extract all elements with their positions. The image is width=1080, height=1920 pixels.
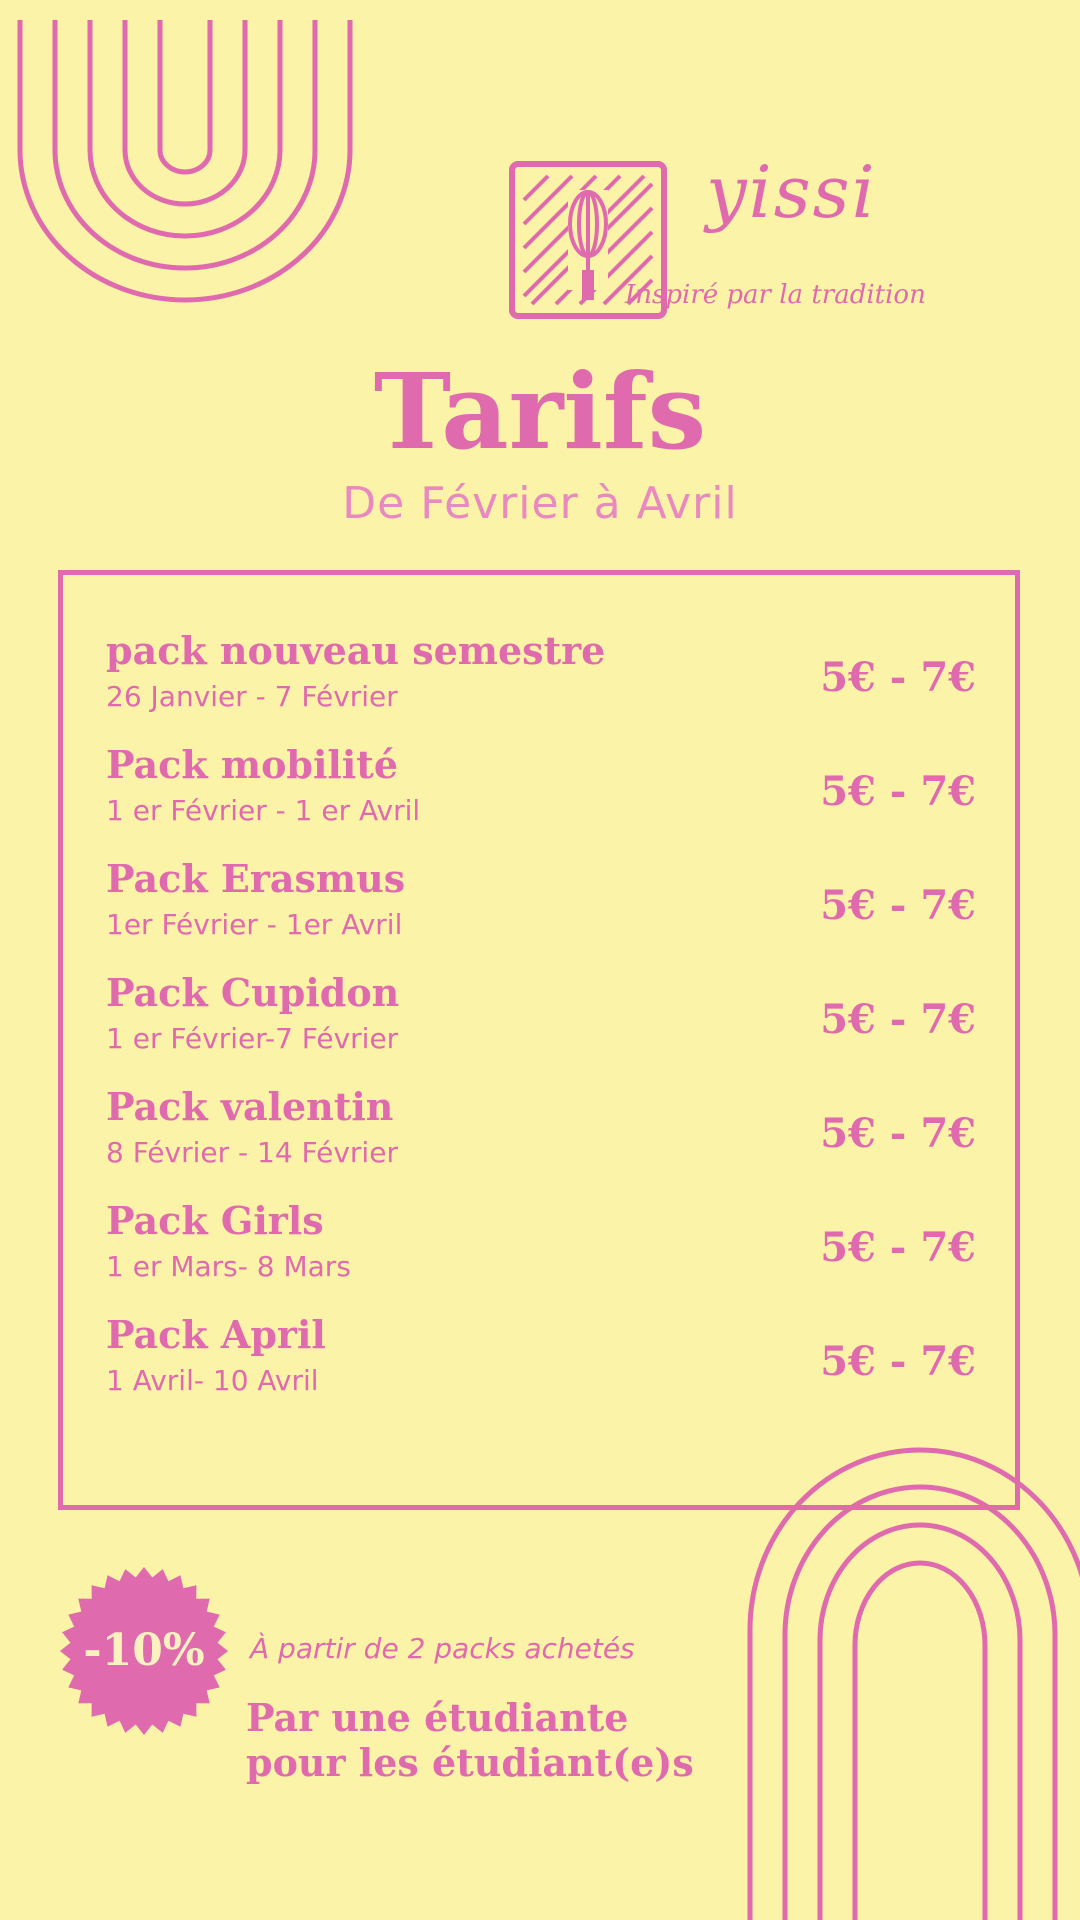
discount-note: À partir de 2 packs achetés [250, 1632, 635, 1665]
pack-name: pack nouveau semestre [106, 628, 606, 673]
pack-dates: 26 Janvier - 7 Février [106, 680, 398, 713]
brand-name: yissi [706, 150, 877, 234]
pack-row [106, 628, 976, 742]
pack-row [106, 1312, 976, 1426]
footer-line-2: pour les étudiant(e)s [246, 1740, 694, 1785]
pack-row [106, 742, 976, 856]
pack-dates: 8 Février - 14 Février [106, 1136, 398, 1169]
pack-price: 5€ - 7€ [820, 996, 976, 1043]
pack-dates: 1 er Février-7 Février [106, 1022, 399, 1055]
pack-price: 5€ - 7€ [820, 1224, 976, 1271]
pack-name: Pack Cupidon [106, 970, 400, 1015]
pack-dates: 1 Avril- 10 Avril [106, 1364, 319, 1397]
pack-row [106, 1084, 976, 1198]
page-title: Tarifs [373, 350, 707, 473]
pack-name: Pack mobilité [106, 742, 399, 787]
price-list [106, 628, 976, 1426]
discount-badge: -10% [83, 1625, 205, 1676]
pack-name: Pack Girls [106, 1198, 324, 1243]
pack-row [106, 1198, 976, 1312]
pack-name: Pack valentin [106, 1084, 394, 1129]
arch-decoration-top [0, 0, 400, 320]
pack-price: 5€ - 7€ [820, 768, 976, 815]
footer-line-1: Par une étudiante [246, 1695, 629, 1740]
pack-name: Pack April [106, 1312, 326, 1357]
pack-price: 5€ - 7€ [820, 1338, 976, 1385]
pack-dates: 1 er Février - 1 er Avril [106, 794, 421, 827]
pack-row [106, 970, 976, 1084]
pack-price: 5€ - 7€ [820, 882, 976, 929]
pack-dates: 1er Février - 1er Avril [106, 908, 403, 941]
page-subtitle: De Février à Avril [342, 478, 738, 529]
pack-name: Pack Erasmus [106, 856, 406, 901]
pack-dates: 1 er Mars- 8 Mars [106, 1250, 351, 1283]
pack-price: 5€ - 7€ [820, 1110, 976, 1157]
brand-tagline: Inspiré par la tradition [625, 280, 926, 310]
pack-price: 5€ - 7€ [820, 654, 976, 701]
pack-row [106, 856, 976, 970]
